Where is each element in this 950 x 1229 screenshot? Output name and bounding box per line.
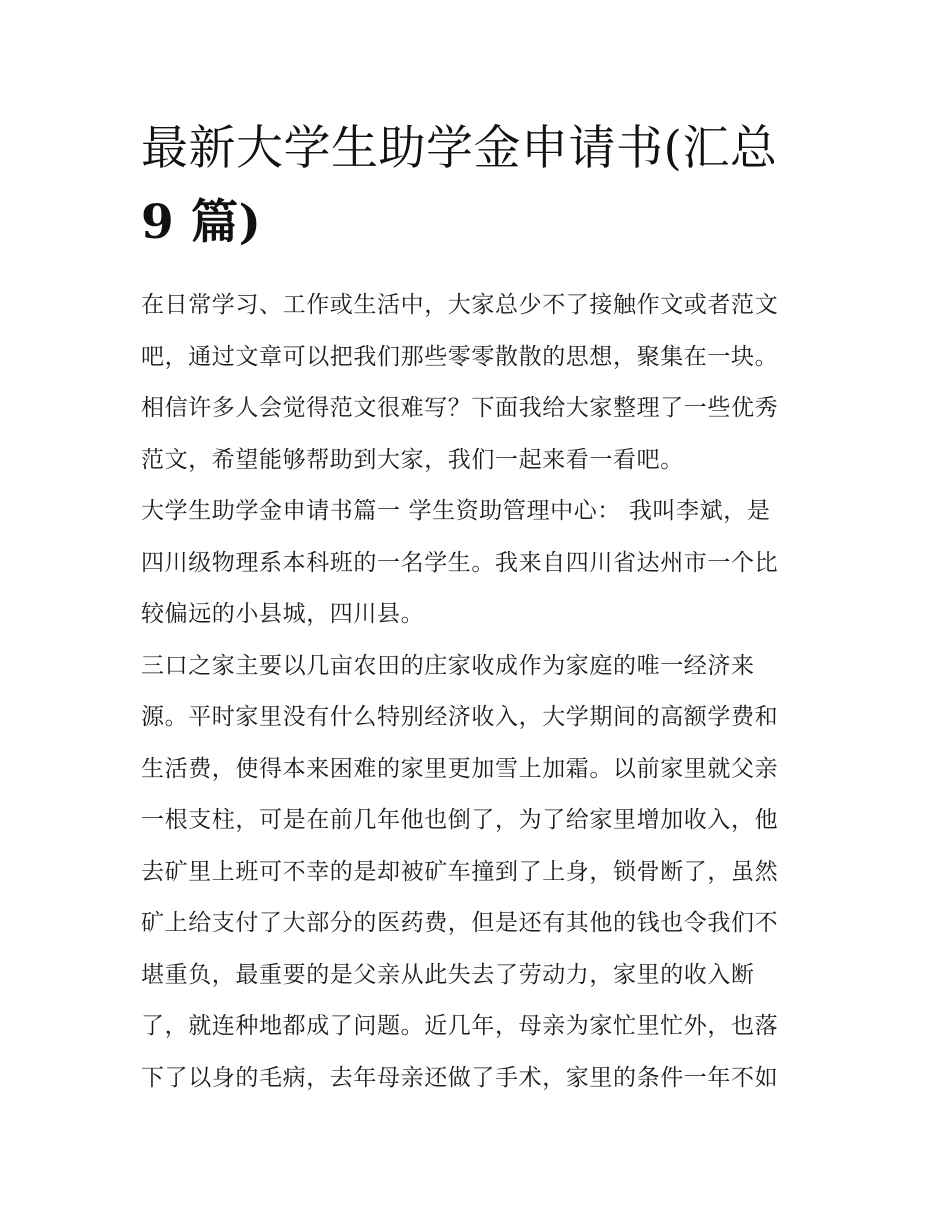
body-line: 下了以身的毛病，去年母亲还做了手术，家里的条件一年不如 <box>141 1064 779 1091</box>
body-line: 较偏远的小县城，四川县。 <box>141 601 425 627</box>
body-line: 范文，希望能够帮助到大家，我们一起来看一看吧。 <box>141 446 684 473</box>
body-line: 一根支柱，可是在前几年他也倒了，为了给家里增加收入，他 <box>141 807 779 833</box>
body-line: 矿上给支付了大部分的医药费，但是还有其他的钱也令我们不 <box>141 910 779 936</box>
body-line: 大学生助学金申请书篇一 学生资助管理中心： 我叫李斌，是 <box>141 498 771 524</box>
body-line: 三口之家主要以几亩农田的庄家收成作为家庭的唯一经济来 <box>141 652 755 679</box>
body-line: 去矿里上班可不幸的是却被矿车撞到了上身，锁骨断了，虽然 <box>141 858 779 885</box>
title-line-1: 最新大学生助学金申请书(汇总 <box>141 121 778 176</box>
body-line: 源。平时家里没有什么特别经济收入，大学期间的高额学费和 <box>141 704 779 730</box>
document-title <box>141 112 813 260</box>
body-line: 吧，通过文章可以把我们那些零零散散的思想，聚集在一块。 <box>141 343 779 370</box>
document-body <box>141 280 813 1104</box>
body-line: 堪重负，最重要的是父亲从此失去了劳动力，家里的收入断 <box>141 961 755 988</box>
body-line: 四川级物理系本科班的一名学生。我来自四川省达州市一个比 <box>141 549 779 576</box>
body-line: 在日常学习、工作或生活中，大家总少不了接触作文或者范文 <box>141 292 779 318</box>
body-line: 生活费，使得本来困难的家里更加雪上加霜。以前家里就父亲 <box>141 755 779 782</box>
body-line: 了，就连种地都成了问题。近几年，母亲为家忙里忙外，也落 <box>141 1013 779 1039</box>
title-line-2: 9 篇) <box>141 195 262 250</box>
body-line: 相信许多人会觉得范文很难写？下面我给大家整理了一些优秀 <box>141 395 779 421</box>
document-content <box>141 112 813 1104</box>
